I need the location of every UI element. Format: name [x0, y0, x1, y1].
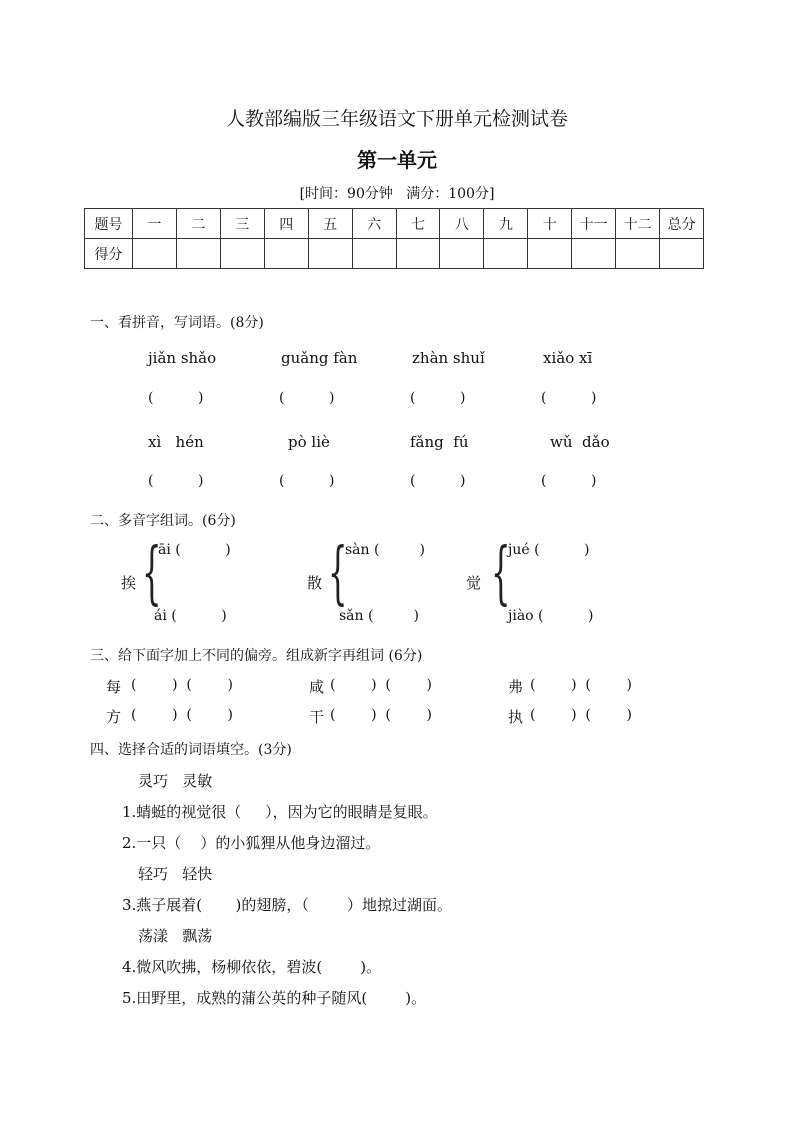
- word-choices: 轻巧 轻快: [138, 865, 213, 883]
- radical-char: 方: [106, 708, 122, 726]
- fill-sentence[interactable]: 4.微风吹拂，杨柳依依，碧波( )。: [122, 958, 382, 976]
- table-cell: 六: [352, 209, 396, 239]
- answer-blank[interactable]: ( ): [541, 390, 597, 406]
- radical-char: 每: [106, 678, 122, 696]
- polyphone-char: 挨: [121, 574, 137, 592]
- table-cell: 十: [528, 209, 572, 239]
- pinyin-item: xì hén: [148, 433, 204, 451]
- radical-blanks[interactable]: ( ) ( ): [131, 677, 233, 693]
- pinyin-item: zhàn shuǐ: [412, 349, 485, 367]
- radical-char: 执: [508, 708, 524, 726]
- radical-blanks[interactable]: ( ) ( ): [530, 677, 632, 693]
- answer-blank[interactable]: ( ): [410, 390, 466, 406]
- unit-title: 第一单元: [357, 148, 437, 172]
- polyphone-char: 散: [307, 574, 323, 592]
- answer-blank[interactable]: ( ): [148, 390, 204, 406]
- reading-blank[interactable]: ái ( ): [154, 608, 227, 624]
- radical-char: 咸: [309, 678, 325, 696]
- table-cell: 八: [440, 209, 484, 239]
- table-cell: 七: [396, 209, 440, 239]
- score-cell[interactable]: [308, 239, 352, 269]
- radical-blanks[interactable]: ( ) ( ): [330, 707, 432, 723]
- table-cell: 九: [484, 209, 528, 239]
- reading-blank[interactable]: jué ( ): [508, 542, 590, 558]
- score-cell[interactable]: [133, 239, 177, 269]
- answer-blank[interactable]: ( ): [148, 473, 204, 489]
- table-cell: 二: [176, 209, 220, 239]
- answer-blank[interactable]: ( ): [410, 473, 466, 489]
- left-brace-icon: {: [142, 534, 162, 613]
- radical-char: 干: [309, 708, 325, 726]
- score-cell[interactable]: [660, 239, 704, 269]
- fill-sentence[interactable]: 5.田野里，成熟的蒲公英的种子随风( )。: [122, 989, 427, 1007]
- radical-blanks[interactable]: ( ) ( ): [530, 707, 632, 723]
- pinyin-item: fǎng fú: [410, 433, 469, 451]
- score-cell[interactable]: [616, 239, 660, 269]
- score-cell[interactable]: [484, 239, 528, 269]
- score-cell[interactable]: [528, 239, 572, 269]
- table-cell: 十一: [572, 209, 616, 239]
- section-2-heading: 二、多音字组词。(6分): [90, 513, 236, 529]
- pinyin-item: jiǎn shǎo: [148, 349, 217, 367]
- left-brace-icon: {: [491, 534, 511, 613]
- reading-blank[interactable]: jiào ( ): [508, 608, 594, 624]
- exam-meta: [时间：90分钟 满分：100分]: [299, 186, 495, 202]
- pinyin-item: guǎng fàn: [281, 349, 358, 367]
- fill-sentence[interactable]: 2.一只（ ）的小狐狸从他身边溜过。: [122, 834, 381, 852]
- word-choices: 荡漾 飘荡: [138, 927, 213, 945]
- table-cell: 一: [133, 209, 177, 239]
- score-cell[interactable]: [572, 239, 616, 269]
- answer-blank[interactable]: ( ): [279, 390, 335, 406]
- score-cell[interactable]: [352, 239, 396, 269]
- section-1-heading: 一、看拼音，写词语。(8分): [90, 315, 264, 331]
- answer-blank[interactable]: ( ): [541, 473, 597, 489]
- fill-sentence[interactable]: 1.蜻蜓的视觉很（ ），因为它的眼睛是复眼。: [122, 803, 438, 821]
- radical-blanks[interactable]: ( ) ( ): [131, 707, 233, 723]
- table-cell: 题号: [85, 209, 133, 239]
- exam-title: 人教部编版三年级语文下册单元检测试卷: [225, 108, 568, 130]
- table-cell: 四: [264, 209, 308, 239]
- reading-blank[interactable]: sàn ( ): [345, 542, 425, 558]
- radical-char: 弗: [508, 678, 524, 696]
- reading-blank[interactable]: sǎn ( ): [339, 608, 419, 624]
- table-cell: 三: [220, 209, 264, 239]
- score-table: [84, 208, 704, 269]
- table-cell: 得分: [85, 239, 133, 269]
- pinyin-item: wǔ dǎo: [550, 433, 610, 451]
- left-brace-icon: {: [328, 534, 348, 613]
- radical-blanks[interactable]: ( ) ( ): [330, 677, 432, 693]
- score-cell[interactable]: [440, 239, 484, 269]
- score-cell[interactable]: [176, 239, 220, 269]
- section-3-heading: 三、给下面字加上不同的偏旁。组成新字再组词 (6分): [90, 648, 423, 664]
- pinyin-item: pò liè: [288, 433, 330, 451]
- table-cell: 五: [308, 209, 352, 239]
- word-choices: 灵巧 灵敏: [138, 772, 213, 790]
- section-4-heading: 四、选择合适的词语填空。(3分): [90, 742, 292, 758]
- reading-blank[interactable]: āi ( ): [158, 542, 231, 558]
- fill-sentence[interactable]: 3.燕子展着( )的翅膀，（ ）地掠过湖面。: [122, 896, 453, 914]
- score-cell[interactable]: [220, 239, 264, 269]
- score-cell[interactable]: [264, 239, 308, 269]
- pinyin-item: xiǎo xī: [543, 349, 593, 367]
- score-table-score-row: [85, 239, 704, 269]
- table-cell: 十二: [616, 209, 660, 239]
- table-cell: 总分: [660, 209, 704, 239]
- score-cell[interactable]: [396, 239, 440, 269]
- score-table-header-row: [85, 209, 704, 239]
- polyphone-char: 觉: [466, 574, 482, 592]
- answer-blank[interactable]: ( ): [279, 473, 335, 489]
